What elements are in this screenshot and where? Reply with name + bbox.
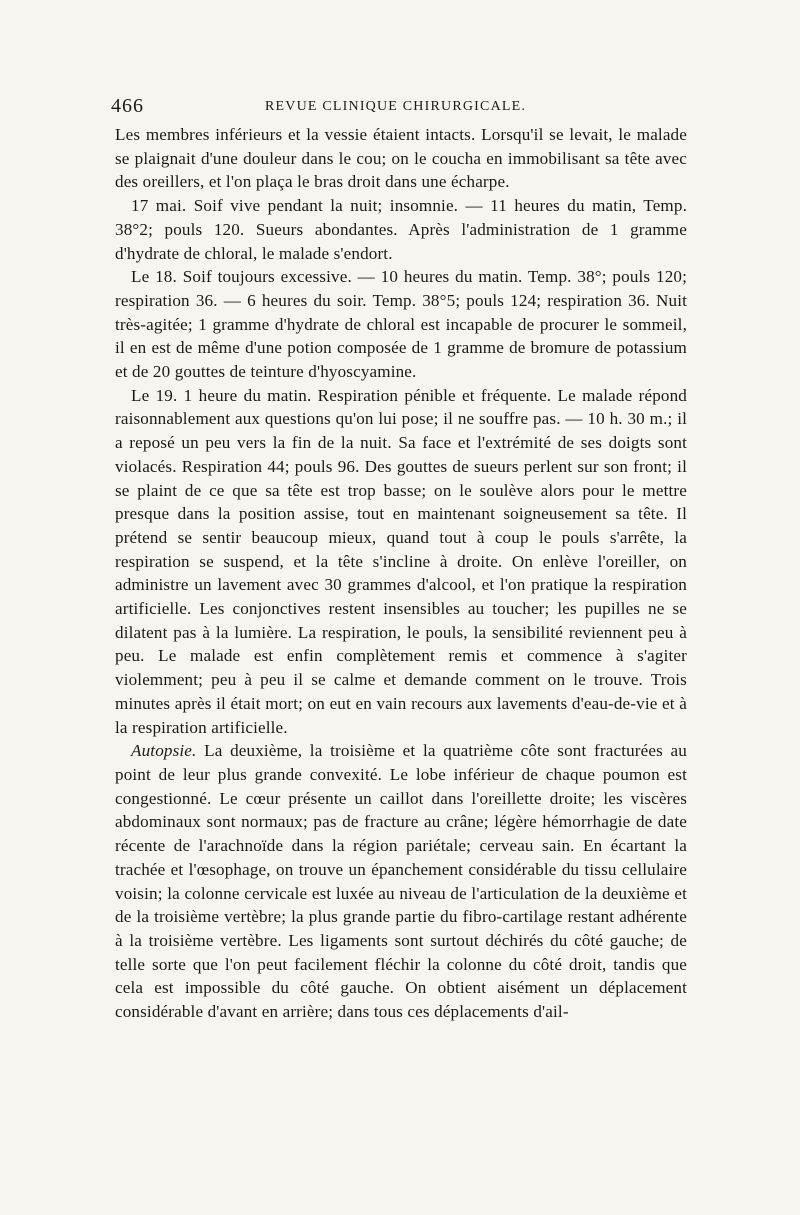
paragraph-text: La deuxième, la troisième et la quatrième côte sont fracturées au point de leur plus grande convexité. Le lobe inférieur de chaque poumon est congestionné. Le cœur présente un caillot dans l'oreillette droite; les viscères abdominaux sont normaux; pas de fracture au crâne; légère hémorrhagie de date récente de l'arachnoïde dans la région pariétale; cerveau sain. En écartant la trachée et l'œsophage, on trouve un épanchement considérable du tissu cellulaire voisin; la colonne cervicale est luxée au niveau de l'articulation de la deuxième et de la troisième vertèbre; la plus grande partie du fibro-cartilage restant adhérente à la troisième vertèbre. Les ligaments sont surtout déchirés du côté gauche; de telle sorte que l'on peut facilement fléchir la colonne du côté droit, tandis que cela est impossible du côté gauche. On obtient aisément un déplacement considérable d'avant en arrière; dans tous ces déplacements d'ail- [115,741,687,1022]
paragraph-text: 17 mai. Soif vive pendant la nuit; insomnie. — 11 heures du matin, Temp. 38°2; pouls 120. Sueurs abondantes. Après l'administration de 1 gramme d'hydrate de chloral, le malade s'endort. [115,196,687,263]
running-title: REVUE CLINIQUE CHIRURGICALE. [265,99,527,114]
paragraph-day-19 [115,384,687,740]
paragraph-text: Les membres inférieurs et la vessie étaient intacts. Lorsqu'il se levait, le malade se plaignait d'une douleur dans le cou; on le coucha en immobilisant sa tête avec des oreillers, et l'on plaça le bras droit dans une écharpe. [115,125,687,192]
page-number: 466 [111,95,144,117]
paragraph-day-18 [115,265,687,384]
paragraph-text: Le 19. 1 heure du matin. Respiration pénible et fréquente. Le malade répond raisonnablement aux questions qu'on lui pose; il ne souffre pas. — 10 h. 30 m.; il a reposé un peu vers la fin de la nuit. Sa face et l'extrémité de ses doigts sont violacés. Respiration 44; pouls 96. Des gouttes de sueurs perlent sur son front; il se plaint de ce que sa tête est trop basse; on le soulève alors pour le mettre presque dans la position assise, tout en maintenant soigneusement sa tête. Il prétend se sentir beaucoup mieux, quand tout à coup le pouls s'arrête, la respiration se suspend, et la tête s'incline à droite. On enlève l'oreiller, on administre un lavement avec 30 grammes d'alcool, et l'on pratique la respiration artificielle. Les conjonctives restent insensibles au toucher; les pupilles ne se dilatent pas à la lumière. La respiration, le pouls, la sensibilité reviennent peu à peu. Le malade est enfin complètement remis et commence à s'agiter violemment; peu à peu il se calme et demande comment on le trouve. Trois minutes après il était mort; on eut en vain recours aux lavements d'eau-de-vie et à la respiration artificielle. [115,385,687,737]
paragraph-intro [115,123,687,194]
paragraph-autopsy [115,739,687,1023]
book-page [111,95,687,1195]
body-text [115,123,687,1024]
paragraph-text: Le 18. Soif toujours excessive. — 10 heures du matin. Temp. 38°; pouls 120; respiration 36. — 6 heures du soir. Temp. 38°5; pouls 124; respiration 36. Nuit très-agitée; 1 gramme d'hydrate de chloral est incapable de procurer le sommeil, il en est de même d'une potion composée de 1 gramme de bromure de potassium et de 20 gouttes de teinture d'hyoscyamine. [115,267,687,382]
autopsy-heading: Autopsie. [131,741,197,761]
paragraph-may-17 [115,194,687,265]
page-header [111,95,687,121]
